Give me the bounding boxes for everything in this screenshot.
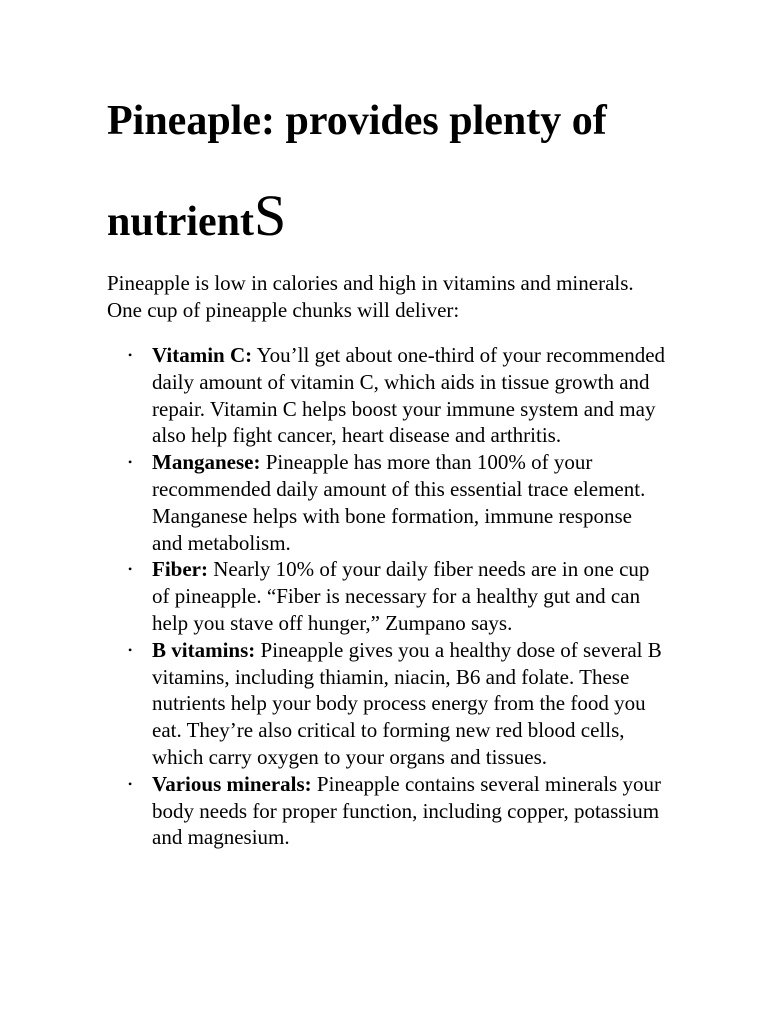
list-item [107,556,667,636]
page-title-word: nutrient [107,199,254,245]
page-title-enlarged-letter: S [254,183,287,248]
intro-paragraph: Pineapple is low in calories and high in vitamins and minerals. One cup of pineapple chunks will deliver: [107,271,634,322]
list-item-text: Pineapple gives you a healthy dose of several B vitamins, including thiamin, niacin, B6 and folate. These nutrients help your body process energy from the food you eat. They’re also critical to forming new red blood cells, which carry oxygen to your organs and tissues. [152,637,662,769]
list-item-label: Various minerals: [152,771,312,796]
bullet-icon: • [128,776,133,791]
list-item-text: You’ll get about one-third of your recommended daily amount of vitamin C, which aids in tissue growth and repair. Vitamin C helps boost your immune system and may also help fight cancer, heart disease and arthritis. [152,343,666,448]
list-item [107,637,667,771]
page-title-line-1: Pineaple: provides plenty of [107,98,607,144]
list-item [107,449,667,556]
bullet-icon: • [128,455,133,470]
list-item-label: Manganese: [152,450,261,475]
list-item-label: Vitamin C: [152,343,253,367]
list-item [107,342,667,449]
list-item-label: Fiber: [152,557,208,582]
bullet-icon: • [128,348,133,362]
page-title-line-2 [107,183,707,248]
bullet-icon: • [128,642,133,657]
list-item-text: Nearly 10% of your daily fiber needs are in one cup of pineapple. “Fiber is necessary for a healthy gut and can help you stave off hunger,” Zumpano says. [152,557,650,635]
list-item [107,771,667,851]
list-item-label: B vitamins: [152,637,256,662]
list-item-text: Pineapple contains several minerals your body needs for proper function, including copper, potassium and magnesium. [152,771,661,850]
list-item-text: Pineapple has more than 100% of your recommended daily amount of this essential trace element. Manganese helps with bone formation, immune response and metabolism. [152,450,646,555]
nutrient-list [107,342,667,851]
bullet-icon: • [128,562,133,577]
